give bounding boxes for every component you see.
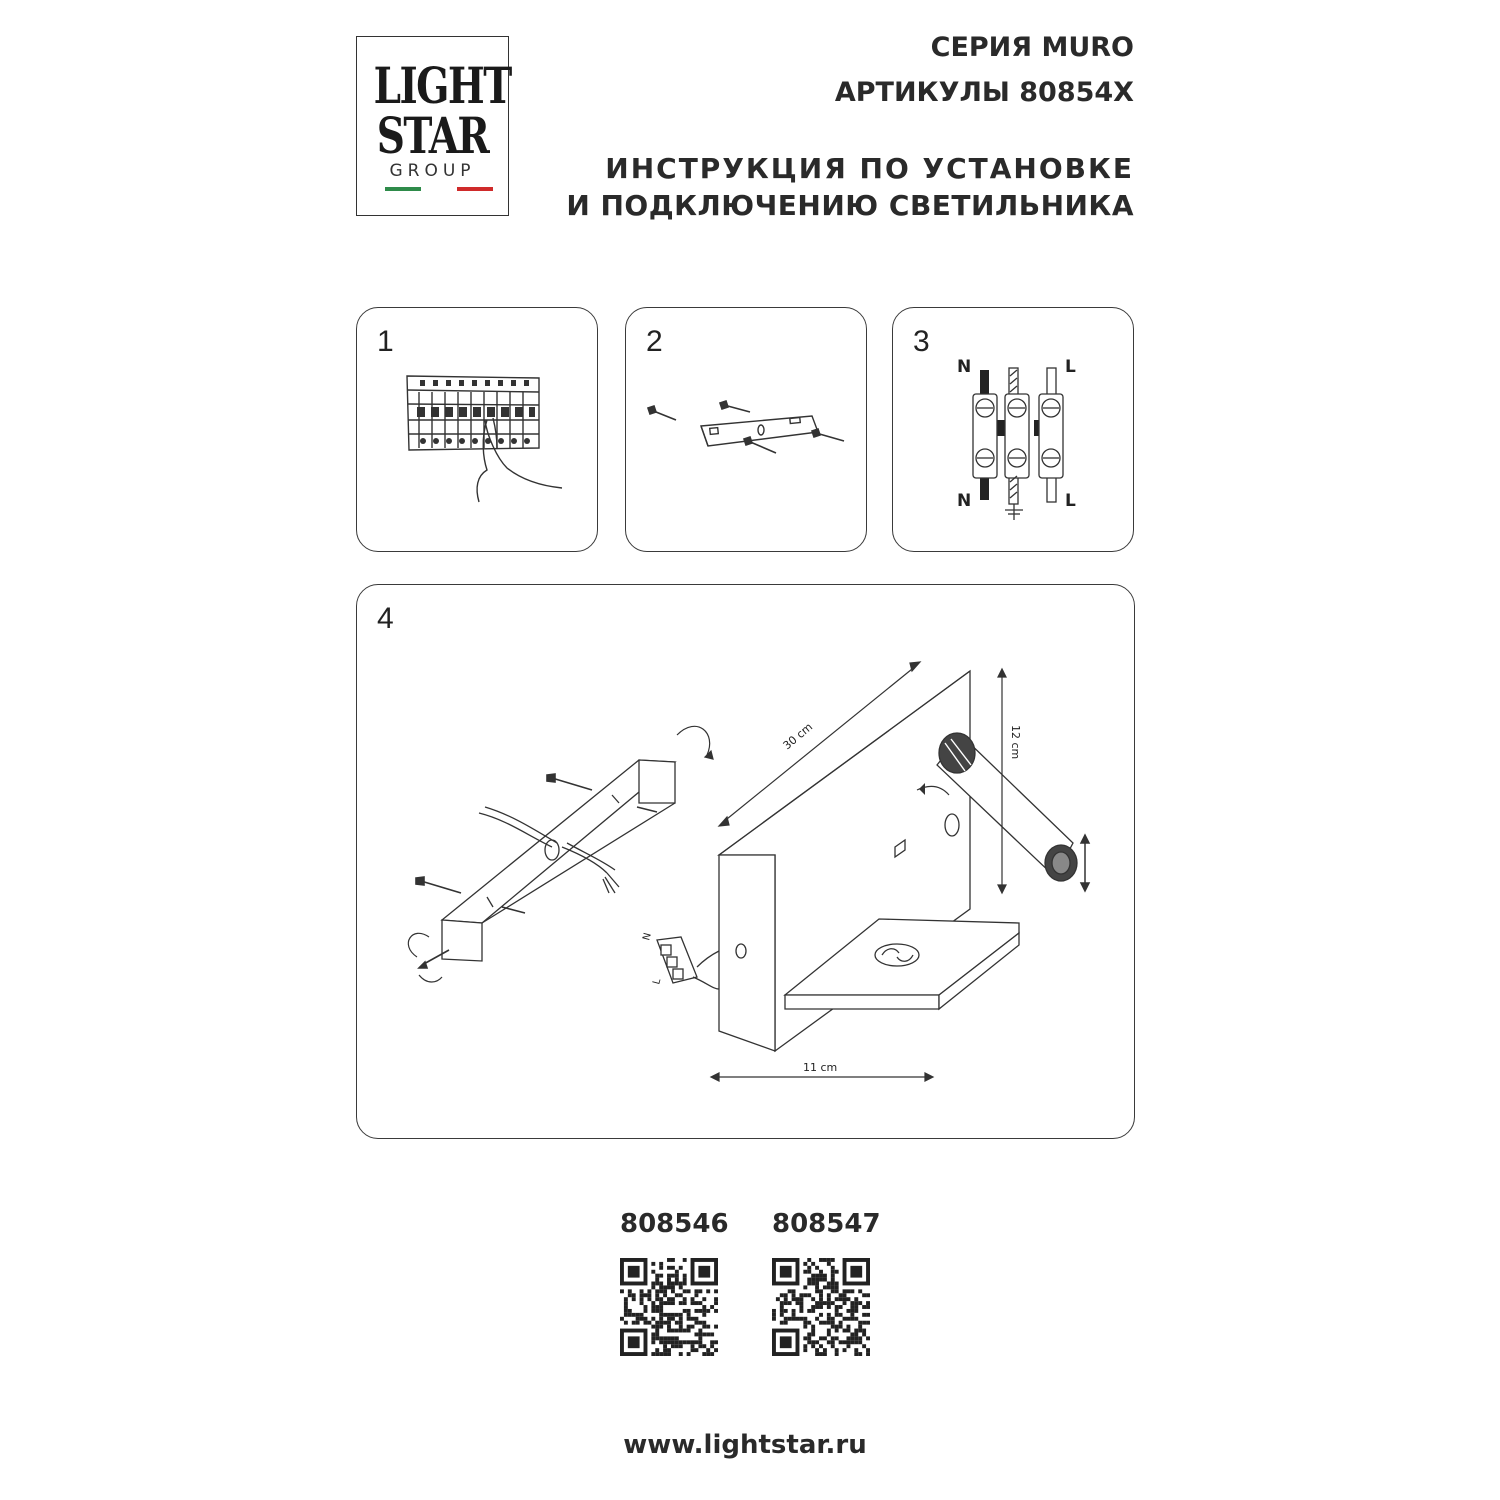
instruction-title-line2: И ПОДКЛЮЧЕНИЮ СВЕТИЛЬНИКА xyxy=(566,189,1134,222)
neutral-label-bottom: N xyxy=(957,491,972,511)
step-panel-4 xyxy=(356,584,1135,1139)
terminal-block-wiring-diagram xyxy=(893,308,1133,551)
connector-label-l: L xyxy=(651,977,664,986)
qr-code-808546[interactable] xyxy=(620,1258,718,1356)
breaker-panel-illustration xyxy=(357,308,597,551)
website-link[interactable]: www.lightstar.ru xyxy=(623,1430,867,1460)
article-code-2: 808547 xyxy=(772,1209,881,1239)
flag-white xyxy=(421,187,457,191)
step-number: 2 xyxy=(646,325,663,358)
live-label-top: L xyxy=(1065,357,1076,377)
neutral-label-top: N xyxy=(957,357,972,377)
step-number: 1 xyxy=(377,325,394,358)
series-title: СЕРИЯ MURO xyxy=(930,32,1134,63)
dimension-depth: 11 cm xyxy=(803,1061,838,1074)
connector-label-n: N xyxy=(641,931,654,942)
flag-green xyxy=(385,187,421,191)
flag-red xyxy=(457,187,493,191)
dimension-length: 30 cm xyxy=(780,720,816,753)
dimension-height: 12 cm xyxy=(1009,725,1022,760)
step-number: 3 xyxy=(913,325,930,358)
instruction-title-line1: ИНСТРУКЦИЯ ПО УСТАНОВКЕ xyxy=(605,152,1134,185)
assembly-illustration xyxy=(357,585,1134,1138)
logo-text-light: LIGHT xyxy=(373,56,511,115)
bracket-screws-illustration xyxy=(626,308,866,551)
logo-text-group: GROUP xyxy=(389,161,476,181)
italian-flag-stripe xyxy=(385,187,493,191)
step-number: 4 xyxy=(377,602,394,635)
articles-title: АРТИКУЛЫ 80854X xyxy=(834,77,1134,108)
terminal-connector xyxy=(657,937,719,989)
step-panel-3 xyxy=(892,307,1134,552)
qr-code-808547[interactable] xyxy=(772,1258,870,1356)
wall-bracket xyxy=(442,760,675,961)
logo-text-star: STAR xyxy=(376,106,489,165)
step-panel-2 xyxy=(625,307,867,552)
article-code-1: 808546 xyxy=(620,1209,729,1239)
live-label-bottom: L xyxy=(1065,491,1076,511)
brand-logo xyxy=(356,36,509,216)
step-panel-1 xyxy=(356,307,598,552)
